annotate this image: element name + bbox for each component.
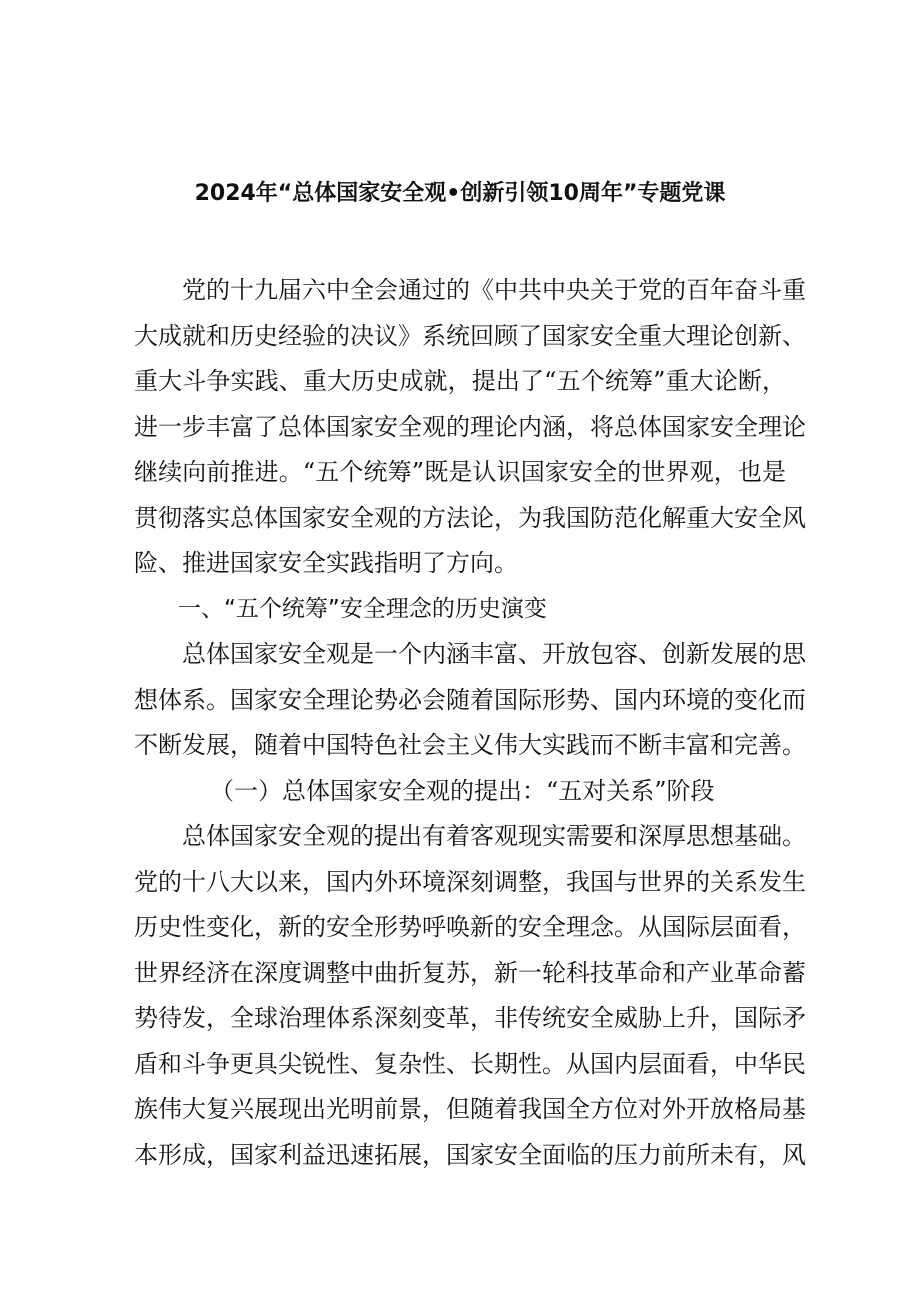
paragraph-line: 世界经济在深度调整中曲折复苏，新一轮科技革命和产业革命蓄 — [134, 958, 806, 987]
subsection-heading: （一）总体国家安全观的提出：“五对关系”阶段 — [210, 776, 715, 805]
paragraph-line: 重大斗争实践、重大历史成就，提出了“五个统筹”重大论断， — [134, 367, 786, 395]
paragraph-line: 想体系。国家安全理论势必会随着国际形势、国内环境的变化而 — [134, 685, 806, 714]
paragraph-line: 党的十九届六中全会通过的《中共中央关于党的百年奋斗重 — [182, 276, 806, 304]
paragraph-line: 大成就和历史经验的决议》系统回顾了国家安全重大理论创新、 — [134, 321, 806, 350]
paragraph-line: 族伟大复兴展现出光明前景，但随着我国全方位对外开放格局基 — [134, 1095, 806, 1123]
paragraph-line: 盾和斗争更具尖锐性、复杂性、长期性。从国内层面看，中华民 — [134, 1049, 806, 1078]
paragraph-line: 不断发展，随着中国特色社会主义伟大实践而不断丰富和完善。 — [134, 731, 806, 759]
paragraph-line: 进一步丰富了总体国家安全观的理论内涵，将总体国家安全理论 — [134, 412, 806, 441]
paragraph-line: 总体国家安全观是一个内涵丰富、开放包容、创新发展的思 — [182, 640, 806, 668]
paragraph-line: 继续向前推进。“五个统筹”既是认识国家安全的世界观，也是 — [134, 458, 786, 486]
paragraph-line: 险、推进国家安全实践指明了方向。 — [134, 549, 518, 577]
paragraph-line: 贯彻落实总体国家安全观的方法论，为我国防范化解重大安全风 — [134, 503, 806, 532]
paragraph-line: 历史性变化，新的安全形势呼唤新的安全理念。从国际层面看， — [134, 913, 806, 941]
paragraph-line: 势待发，全球治理体系深刻变革，非传统安全威胁上升，国际矛 — [134, 1004, 806, 1032]
document-title: 2024年“总体国家安全观•创新引领10周年”专题党课 — [194, 181, 726, 206]
paragraph-line: 党的十八大以来，国内外环境深刻调整，我国与世界的关系发生 — [134, 867, 806, 896]
paragraph-line: 总体国家安全观的提出有着客观现实需要和深厚思想基础。 — [182, 822, 806, 850]
document-body — [134, 268, 806, 1178]
section-heading: 一、“五个统筹”安全理念的历史演变 — [178, 595, 547, 622]
paragraph-line: 本形成，国家利益迅速拓展，国家安全面临的压力前所未有，风 — [134, 1140, 806, 1169]
